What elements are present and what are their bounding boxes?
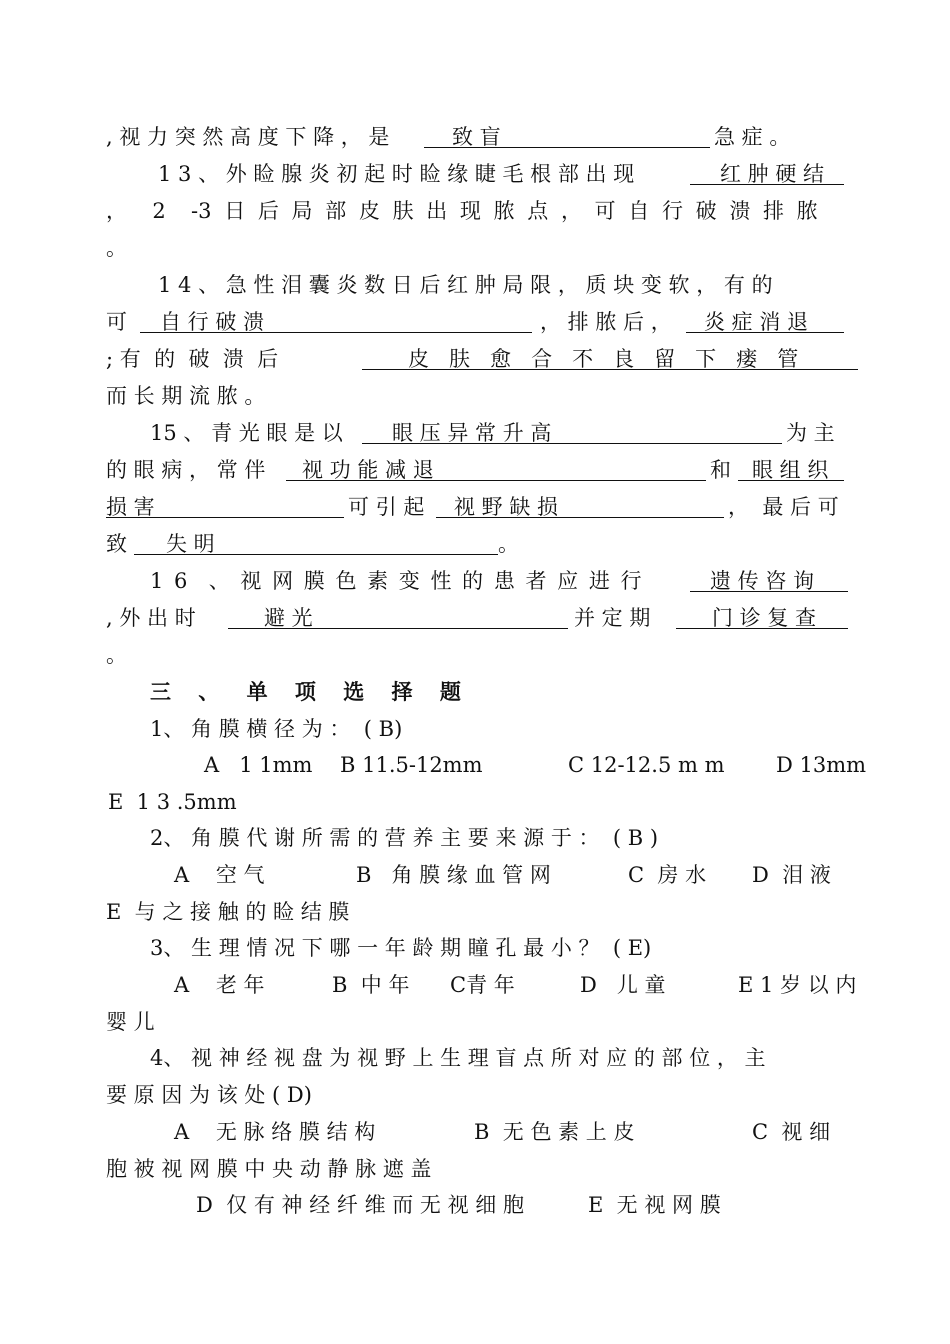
mc3-question: 3、 生 理 情 况 下 哪 一 年 龄 期 瞳 孔 最 小 ？ ( E) xyxy=(150,936,652,960)
q16-text-3: 并 定 期 xyxy=(574,606,651,630)
mc1-option-d: D 13mm xyxy=(776,753,867,777)
q15-answer-4: 损 害 xyxy=(106,495,155,519)
mc1-options-line-2 xyxy=(0,787,950,817)
q15-answer-6: 失 明 xyxy=(166,532,215,556)
q16-answer-blank-1 xyxy=(690,566,848,592)
mc2-option-c: C 房 水 xyxy=(628,863,707,887)
q15-answer-blank-2 xyxy=(286,455,706,481)
q13-text: 1 3 、 外 睑 腺 炎 初 起 时 睑 缘 睫 毛 根 部 出 现 xyxy=(158,162,635,186)
q14-answer-blank-2 xyxy=(686,307,844,333)
mc4-question: 4、 视 神 经 视 盘 为 视 野 上 生 理 盲 点 所 对 应 的 部 位 ， 主 xyxy=(150,1046,766,1070)
mc1-question: 1、 角 膜 横 径 为 ： ( B) xyxy=(150,717,403,741)
q14-answer-blank-1 xyxy=(140,307,532,333)
q12-answer-blank xyxy=(424,122,710,148)
mc4-question-line xyxy=(0,1043,950,1073)
q14-answer-3: 皮 肤 愈 合 不 良 留 下 瘘 管 xyxy=(408,347,799,371)
q13-line-2 xyxy=(0,196,950,226)
q14-prefix: 可 xyxy=(106,310,127,334)
section-3-title: 三 、 单 项 选 择 题 xyxy=(150,680,471,704)
q15-answer-blank-4 xyxy=(106,492,344,518)
q15-answer-3: 眼 组 织 xyxy=(752,458,829,482)
q15-and: 和 xyxy=(710,458,731,482)
mc1-options-line xyxy=(0,750,950,780)
q15-text: 15 、 青 光 眼 是 以 xyxy=(150,421,343,445)
q16-answer-blank-3 xyxy=(676,603,848,629)
q15-text-3: 可 引 起 xyxy=(348,495,425,519)
mc2-option-e: E 与 之 接 触 的 睑 结 膜 xyxy=(106,900,350,924)
q15-answer-blank-3 xyxy=(738,455,844,481)
q12-suffix: 急 症 。 xyxy=(714,125,791,149)
q15-answer-2: 视 功 能 减 退 xyxy=(302,458,434,482)
mc3-option-a: A 老 年 xyxy=(174,973,265,997)
mc4-option-c: C 视 细 xyxy=(752,1120,831,1144)
mc4-options-line xyxy=(0,1117,950,1147)
mc4-option-a: A 无 脉 络 膜 结 构 xyxy=(174,1120,376,1144)
q12-text: , 视 力 突 然 高 度 下 降 ， 是 xyxy=(106,125,390,149)
q16-text: 1 6 、 视 网 膜 色 素 变 性 的 患 者 应 进 行 xyxy=(150,569,642,593)
q15-answer-blank-1 xyxy=(362,418,782,444)
q15-answer-blank-6 xyxy=(134,529,498,555)
q16-answer-1: 遗 传 咨 询 xyxy=(710,569,815,593)
q15-suffix-1: 为 主 xyxy=(786,421,835,445)
mc1-option-b: B 11.5-12mm xyxy=(340,753,483,777)
q14-text: 1 4 、 急 性 泪 囊 炎 数 日 后 红 肿 局 限 ， 质 块 变 软 ， 有 的 xyxy=(158,273,773,297)
mc1-option-a: A 1 1mm xyxy=(204,753,313,777)
q15-text-2: 的 眼 病 ， 常 伴 xyxy=(106,458,266,482)
mc2-option-b: B 角 膜 缘 血 管 网 xyxy=(356,863,551,887)
q13-answer: 红 肿 硬 结 xyxy=(720,162,825,186)
q16-period: 。 xyxy=(106,643,127,667)
mc4-option-b: B 无 色 素 上 皮 xyxy=(474,1120,635,1144)
mc2-question: 2、 角 膜 代 谢 所 需 的 营 养 主 要 来 源 于 ： ( B ) xyxy=(150,826,659,850)
q14-line-4 xyxy=(0,381,950,411)
q14-answer-1: 自 行 破 溃 xyxy=(160,310,265,334)
q15-answer-1: 眼 压 异 常 升 高 xyxy=(392,421,552,445)
q14-text-3: ; 有 的 破 溃 后 xyxy=(106,347,279,371)
q15-period: 。 xyxy=(498,532,519,556)
mc2-option-a: A 空 气 xyxy=(174,863,265,887)
mc4-option-c-cont: 胞 被 视 网 膜 中 央 动 静 脉 遮 盖 xyxy=(106,1157,432,1181)
mc4-options-line-2 xyxy=(0,1154,950,1184)
mc3-option-e-cont: 婴 儿 xyxy=(106,1010,155,1034)
q13-line-3 xyxy=(0,233,950,263)
q16-answer-blank-2 xyxy=(228,603,568,629)
mc3-option-c: C青 年 xyxy=(450,973,515,997)
mc4-question-cont: 要 原 因 为 该 处 ( D) xyxy=(106,1083,312,1107)
q12-answer: 致 盲 xyxy=(452,125,501,149)
mc2-options-line xyxy=(0,860,950,890)
q15-line-2 xyxy=(0,455,950,485)
mc2-options-line-2 xyxy=(0,897,950,927)
mc4-option-e: E 无 视 网 膜 xyxy=(588,1193,721,1217)
q14-line-2 xyxy=(0,307,950,337)
q16-line-1 xyxy=(0,566,950,596)
mc1-option-c: C 12-12.5 m m xyxy=(568,753,725,777)
q14-answer-2: 炎 症 消 退 xyxy=(704,310,809,334)
mc1-option-e: E 1 3 .5mm xyxy=(108,790,237,814)
q16-text-2: , 外 出 时 xyxy=(106,606,196,630)
q15-suffix-3: ， 最 后 可 xyxy=(728,495,839,519)
q15-line-3 xyxy=(0,492,950,522)
q13-answer-blank xyxy=(690,159,844,185)
mc4-option-d: D 仅 有 神 经 纤 维 而 无 视 细 胞 xyxy=(196,1193,524,1217)
q14-line-3 xyxy=(0,344,950,374)
q13-period: 。 xyxy=(106,236,127,260)
q13-line-1 xyxy=(0,159,950,189)
mc3-option-e: E 1 岁 以 内 xyxy=(738,973,857,997)
mc3-question-line xyxy=(0,933,950,963)
q16-line-3 xyxy=(0,640,950,670)
mc3-options-line-2 xyxy=(0,1007,950,1037)
mc4-question-line-2 xyxy=(0,1080,950,1110)
q16-answer-3: 门 诊 复 查 xyxy=(712,606,817,630)
q15-line-1 xyxy=(0,418,950,448)
q14-line-1 xyxy=(0,270,950,300)
q16-answer-2: 避 光 xyxy=(264,606,313,630)
q13-text-cont: ， 2 -3 日 后 局 部 皮 肤 出 现 脓 点 ， 可 自 行 破 溃 排 脓 xyxy=(106,199,818,223)
q15-answer-5: 视 野 缺 损 xyxy=(454,495,559,519)
q15-line-4 xyxy=(0,529,950,559)
q14-text-4: 而 长 期 流 脓 。 xyxy=(106,384,266,408)
q15-answer-blank-5 xyxy=(436,492,724,518)
section-3-heading xyxy=(0,677,950,707)
q15-prefix-4: 致 xyxy=(106,532,127,556)
mc3-option-d: D 儿 童 xyxy=(580,973,666,997)
q16-line-2 xyxy=(0,603,950,633)
q14-answer-blank-3 xyxy=(362,344,858,370)
mc1-question-line xyxy=(0,714,950,744)
mc2-option-d: D 泪 液 xyxy=(752,863,831,887)
mc2-question-line xyxy=(0,823,950,853)
mc3-options-line xyxy=(0,970,950,1000)
q12-line-1 xyxy=(0,122,950,152)
mc4-options-line-3 xyxy=(0,1190,950,1220)
mc3-option-b: B 中 年 xyxy=(332,973,410,997)
q14-middle: ， 排 脓 后 ， xyxy=(540,310,672,334)
